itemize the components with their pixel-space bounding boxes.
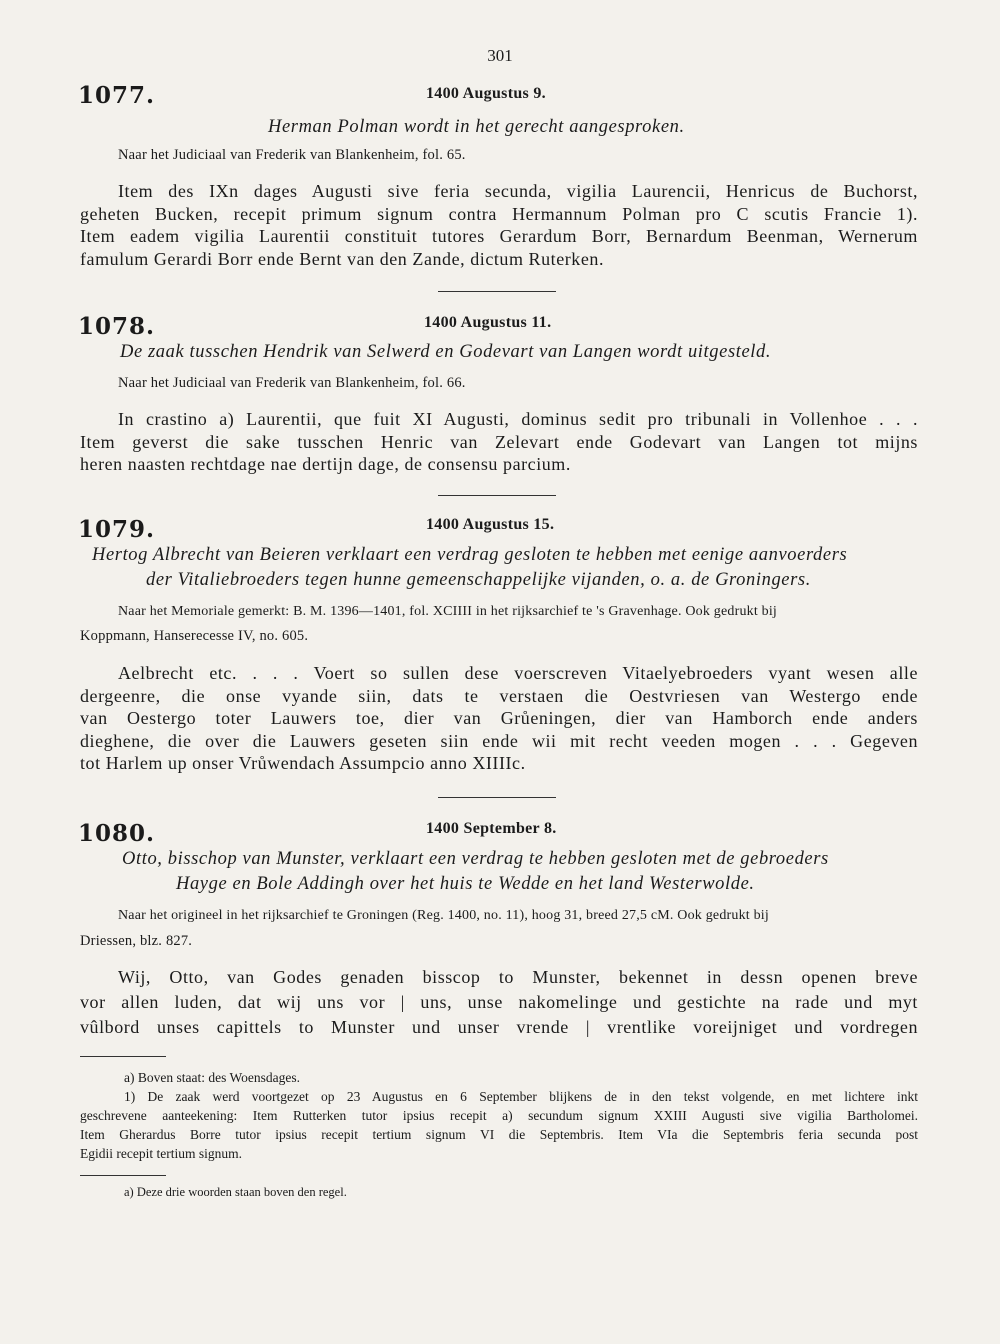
footnote-line: Egidii recepit tertium signum.	[80, 1146, 242, 1161]
section-divider	[438, 495, 556, 496]
text-line: tot Harlem up onser Vrůwendach Assumpcio anno XIIIIc.	[80, 753, 526, 773]
entry-source: Koppmann, Hanserecesse IV, no. 605.	[80, 628, 309, 644]
footnote-divider	[80, 1056, 166, 1057]
entry-text	[80, 662, 918, 775]
bottom-note: a) Deze drie woorden staan boven den regel.	[124, 1185, 347, 1199]
entry-source: Naar het Memoriale gemerkt: B. M. 1396—1401, fol. XCIIII in het rijksarchief te 's Gravenhage. Ook gedrukt bij	[118, 604, 778, 619]
text-line: Item geverst die sake tusschen Henric van Zelevart ende Godevart van Langen tot mijns	[80, 431, 918, 452]
entry-date: 1400 Augustus 15.	[426, 516, 555, 533]
page-number: 301	[487, 46, 513, 65]
text-line: van Oestergo toter Lauwers toe, dier van Grůeningen, dier van Hamborch ende anders	[80, 708, 918, 728]
text-line: vûlbord unses capittels to Munster und unser vrende | vrentlike voreijniget und vordregen	[80, 1017, 918, 1037]
text-line: Item des IXn dages Augusti sive feria secunda, vigilia Laurencii, Henricus de Buchorst,	[118, 181, 918, 201]
section-divider	[438, 797, 556, 798]
entry-source: Driessen, blz. 827.	[80, 933, 193, 949]
footnote-line: geschrevene aanteekening: Item Rutterken tutor ipsius recepit a) secundum signum XXIII Augusti sive vigilia Bartholomei.	[80, 1108, 918, 1123]
note-divider	[80, 1175, 166, 1176]
text-line: geheten Bucken, recepit primum signum contra Hermannum Polman pro C scutis Francie 1).	[80, 203, 918, 224]
entry-source: Naar het origineel in het rijksarchief te Groningen (Reg. 1400, no. 11), hoog 31, breed 27,5 cM. Ook gedrukt bij	[118, 908, 769, 923]
text-line: dergeenre, die onse vyande siin, dats te verstaen die Oestvriesen van Westergo ende	[80, 685, 918, 706]
entry-title: De zaak tusschen Hendrik van Selwerd en Godevart van Langen wordt uitgesteld.	[120, 342, 772, 362]
entry-title: der Vitaliebroeders tegen hunne gemeenschappelijke vijanden, o. a. de Groningers.	[146, 570, 811, 590]
entry-number: 1077.	[78, 82, 156, 109]
entry-date: 1400 Augustus 9.	[426, 85, 546, 102]
entry-text	[80, 180, 918, 270]
footnote-line: 1) De zaak werd voortgezet op 23 Augustus en 6 September blijkens de in den tekst volgende, en met lichtere inkt	[124, 1089, 918, 1104]
text-line: vor allen luden, dat wij uns vor | uns, unse nakomelinge und gestichte na rade und myt	[80, 992, 918, 1012]
entry-date: 1400 Augustus 11.	[424, 314, 552, 331]
text-line: Item eadem vigilia Laurentii constituit tutores Gerardum Borr, Bernardum Beenman, Wernerum	[80, 226, 918, 246]
text-line: Wij, Otto, van Godes genaden bisscop to Munster, bekennet in dessn openen breve	[118, 967, 918, 987]
entry-number: 1079.	[78, 516, 156, 543]
entry-number: 1080.	[78, 820, 156, 847]
footnote: a) Boven staat: des Woensdages.	[124, 1070, 300, 1085]
text-line: heren naasten rechtdage nae dertijn dage, de consensu parcium.	[80, 454, 571, 474]
text-line: famulum Gerardi Borr ende Bernt van den Zande, dictum Ruterken.	[80, 248, 604, 269]
entry-title: Hayge en Bole Addingh over het huis te Wedde en het land Westerwolde.	[176, 874, 755, 894]
entry-source: Naar het Judiciaal van Frederik van Blankenheim, fol. 66.	[118, 375, 466, 391]
footnote	[80, 1087, 918, 1163]
footnote-line: Item Gherardus Borre tutor ipsius recepit tertium signum VI die Septembris. Item VIa die Septembris feria secunda post	[80, 1127, 918, 1142]
text-line: dieghene, die over die Lauwers geseten siin ende wii mit recht veeden mogen . . . Gegeven	[80, 730, 918, 751]
entry-title: Herman Polman wordt in het gerecht aangesproken.	[268, 117, 685, 137]
text-line: In crastino a) Laurentii, que fuit XI Augusti, dominus sedit pro tribunali in Vollenhoe . . .	[118, 409, 918, 429]
entry-title: Otto, bisschop van Munster, verklaart een verdrag te hebben gesloten met de gebroeders	[122, 849, 829, 869]
entry-source: Naar het Judiciaal van Frederik van Blankenheim, fol. 65.	[118, 147, 466, 163]
entry-text	[80, 965, 918, 1040]
entry-text	[80, 408, 918, 476]
text-line: Aelbrecht etc. . . . Voert so sullen dese voerscreven Vitaelyebroeders vyant wesen alle	[118, 663, 918, 683]
section-divider	[438, 291, 556, 292]
entry-number: 1078.	[78, 313, 156, 340]
entry-date: 1400 September 8.	[426, 820, 557, 837]
entry-title: Hertog Albrecht van Beieren verklaart een verdrag gesloten te hebben met eenige aanvoerders	[92, 545, 848, 565]
